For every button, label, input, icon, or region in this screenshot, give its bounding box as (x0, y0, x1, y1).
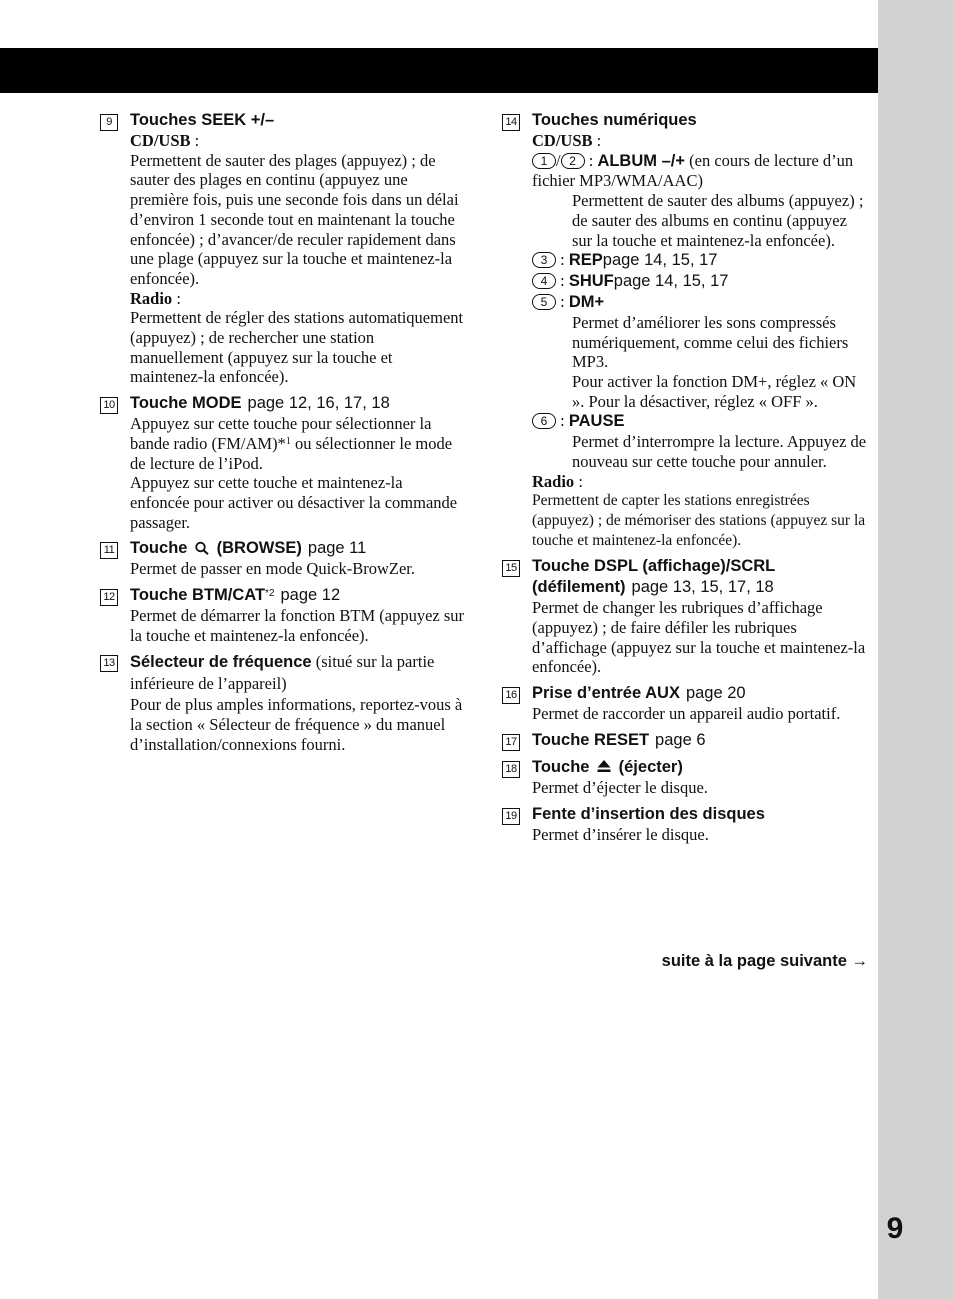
item-title: Touche BTM/CAT$^{*2}$ page 12 (130, 586, 341, 605)
item-body: CD/USB : 1 / 2 : ALBUM –/+ (en cours de lecture d’un fichier MP3/WMA/AAC) Permettent de sauter des albums (appuyez) ; de sauter des albums en continu (appuyez sur la touche et maintenez-la enfoncée). 3 : REPpage 14, 15, 17 4 : SHUFpage 14, 15, 17 5 : DM+ Permet d’améliorer les sons compressés numériquement, comme celui des fichiers MP3. Pour activer la fonction DM+, réglez « ON ». Pour la désactiver, réglez « OFF ». 6 : PAUSE Permet d’interrompre la lecture. Appuyez de nouveau sur cette touche pour annuler. Radio : Permettent de capter les stations enregistrées (appuyez) ; de mémoriser des stations (appuyez sur la touche et maintenez-la enfoncée). (532, 131, 870, 550)
key-1: 1 (532, 153, 556, 169)
shuf-key: SHUF (568, 272, 614, 291)
item-number: 9 (100, 114, 118, 131)
eject-icon (596, 759, 612, 773)
continue-note: suite à la page suivante → (661, 952, 868, 970)
item-12 (100, 585, 465, 645)
item-16 (502, 683, 870, 724)
side-strip (878, 0, 954, 1299)
item-body: Permet d’éjecter le disque. (532, 777, 708, 797)
key-5: 5 (532, 294, 556, 310)
item-number: 11 (100, 542, 118, 559)
item-body: CD/USB : Permettent de sauter des plages (appuyez) ; de sauter des plages en continu (appuyez une première fois, puis une seconde fois dans un délai d’environ 1 seconde tout en maintenant la touche enfoncée) ; d’avancer/de reculer rapidement dans une plage (appuyez sur la touche et maintenez-la enfoncée). Radio : Permettent de régler des stations automatiquement (appuyez) ; de rechercher une station manuellement (appuyez sur la touche et maintenez-la enfoncée). (130, 131, 464, 387)
cd-usb-label: CD/USB (130, 131, 191, 150)
item-number: 10 (100, 397, 118, 414)
right-column (502, 110, 870, 850)
magnifier-icon (194, 541, 210, 555)
cd-usb-text: Permettent de sauter des plages (appuyez) ; de sauter des plages en continu (appuyez une première fois, puis une seconde fois dans un délai d’environ 1 seconde tout en maintenant la touche enfoncée) ; d’avancer/de reculer rapidement dans une plage (appuyez sur la touche et maintenez-la enfoncée). (130, 150, 459, 288)
dm-key: DM+ (568, 293, 605, 312)
item-title: Touche (éjecter) (532, 757, 683, 776)
item-14 (502, 110, 870, 550)
item-body: Permet de raccorder un appareil audio portatif. (532, 704, 841, 724)
page-reference: page 20 (685, 684, 746, 703)
cd-usb-label: CD/USB (532, 131, 593, 150)
item-19 (502, 804, 870, 845)
item-10 (100, 393, 465, 532)
page-reference: page 12, 16, 17, 18 (247, 394, 390, 413)
item-number: 16 (502, 687, 520, 704)
item-title: Touche DSPL (affichage)/SCRL (défilement) page 13, 15, 17, 18 (532, 557, 775, 597)
radio-label: Radio (130, 288, 173, 308)
item-title: Fente d’insertion des disques (532, 804, 765, 823)
key-6: 6 (532, 413, 556, 429)
key-2: 2 (561, 153, 585, 169)
left-column (100, 110, 465, 761)
item-number: 12 (100, 589, 118, 606)
page-reference: page 6 (655, 730, 706, 749)
item-11 (100, 538, 465, 579)
page-reference: page 11 (307, 539, 367, 558)
item-title: Touche MODE page 12, 16, 17, 18 (130, 394, 390, 413)
item-15 (502, 556, 870, 677)
key-4: 4 (532, 273, 556, 289)
item-13 (100, 651, 465, 754)
item-number: 19 (502, 808, 520, 825)
item-title: Touches SEEK +/– (130, 111, 275, 129)
radio-label: Radio (532, 471, 575, 491)
album-key: ALBUM –/+ (597, 151, 685, 170)
item-number: 18 (502, 761, 520, 778)
item-title: Touche RESET page 6 (532, 730, 706, 749)
page-reference: page 12 (280, 586, 341, 605)
item-18 (502, 757, 870, 798)
rep-key: REP (568, 251, 603, 270)
page-reference: page 13, 15, 17, 18 (631, 578, 774, 597)
key-3: 3 (532, 252, 556, 268)
radio-text: Permettent de capter les stations enregistrées (appuyez) ; de mémoriser des stations (appuyez sur la touche et maintenez-la enfoncée). (532, 492, 866, 549)
item-body: Permet d’insérer le disque. (532, 824, 709, 844)
item-body: Permet de passer en mode Quick-BrowZer. (130, 559, 415, 579)
pause-key: PAUSE (568, 412, 625, 431)
page-number: 9 (886, 1212, 904, 1245)
item-title: Touche (BROWSE) page 11 (130, 539, 367, 558)
item-number: 15 (502, 560, 520, 577)
item-body: Pour de plus amples informations, reportez-vous à la section « Sélecteur de fréquence » du manuel d’installation/connexions fourni. (130, 695, 463, 754)
item-number: 13 (100, 655, 118, 672)
item-title: Prise d’entrée AUX page 20 (532, 684, 746, 703)
item-body: Permet de changer les rubriques d’affichage (appuyez) ; de faire défiler les rubriques d’affichage (appuyez sur la touche et maintenez-la enfoncée). (532, 598, 866, 677)
item-title: Sélecteur de fréquence (situé sur la partie inférieure de l’appareil) (130, 652, 435, 694)
item-body: Appuyez sur cette touche pour sélectionner la bande radio (FM/AM)*$^1$ ou sélectionner le mode de lecture de l’iPod. Appuyez sur cette touche et maintenez-la enfoncée pour activer ou désactiver la commande passager. (130, 414, 458, 532)
item-body: Permet de démarrer la fonction BTM (appuyez sur la touche et maintenez-la enfoncée). (130, 606, 465, 645)
radio-text: Permettent de régler des stations automatiquement (appuyez) ; de rechercher une station manuellement (appuyez sur la touche et maintenez-la enfoncée). (130, 308, 464, 387)
item-number: 17 (502, 734, 520, 751)
item-number: 14 (502, 114, 520, 131)
item-17 (502, 730, 870, 751)
item-9 (100, 110, 465, 387)
header-bar (0, 48, 878, 93)
item-title: Touches numériques (532, 111, 697, 129)
